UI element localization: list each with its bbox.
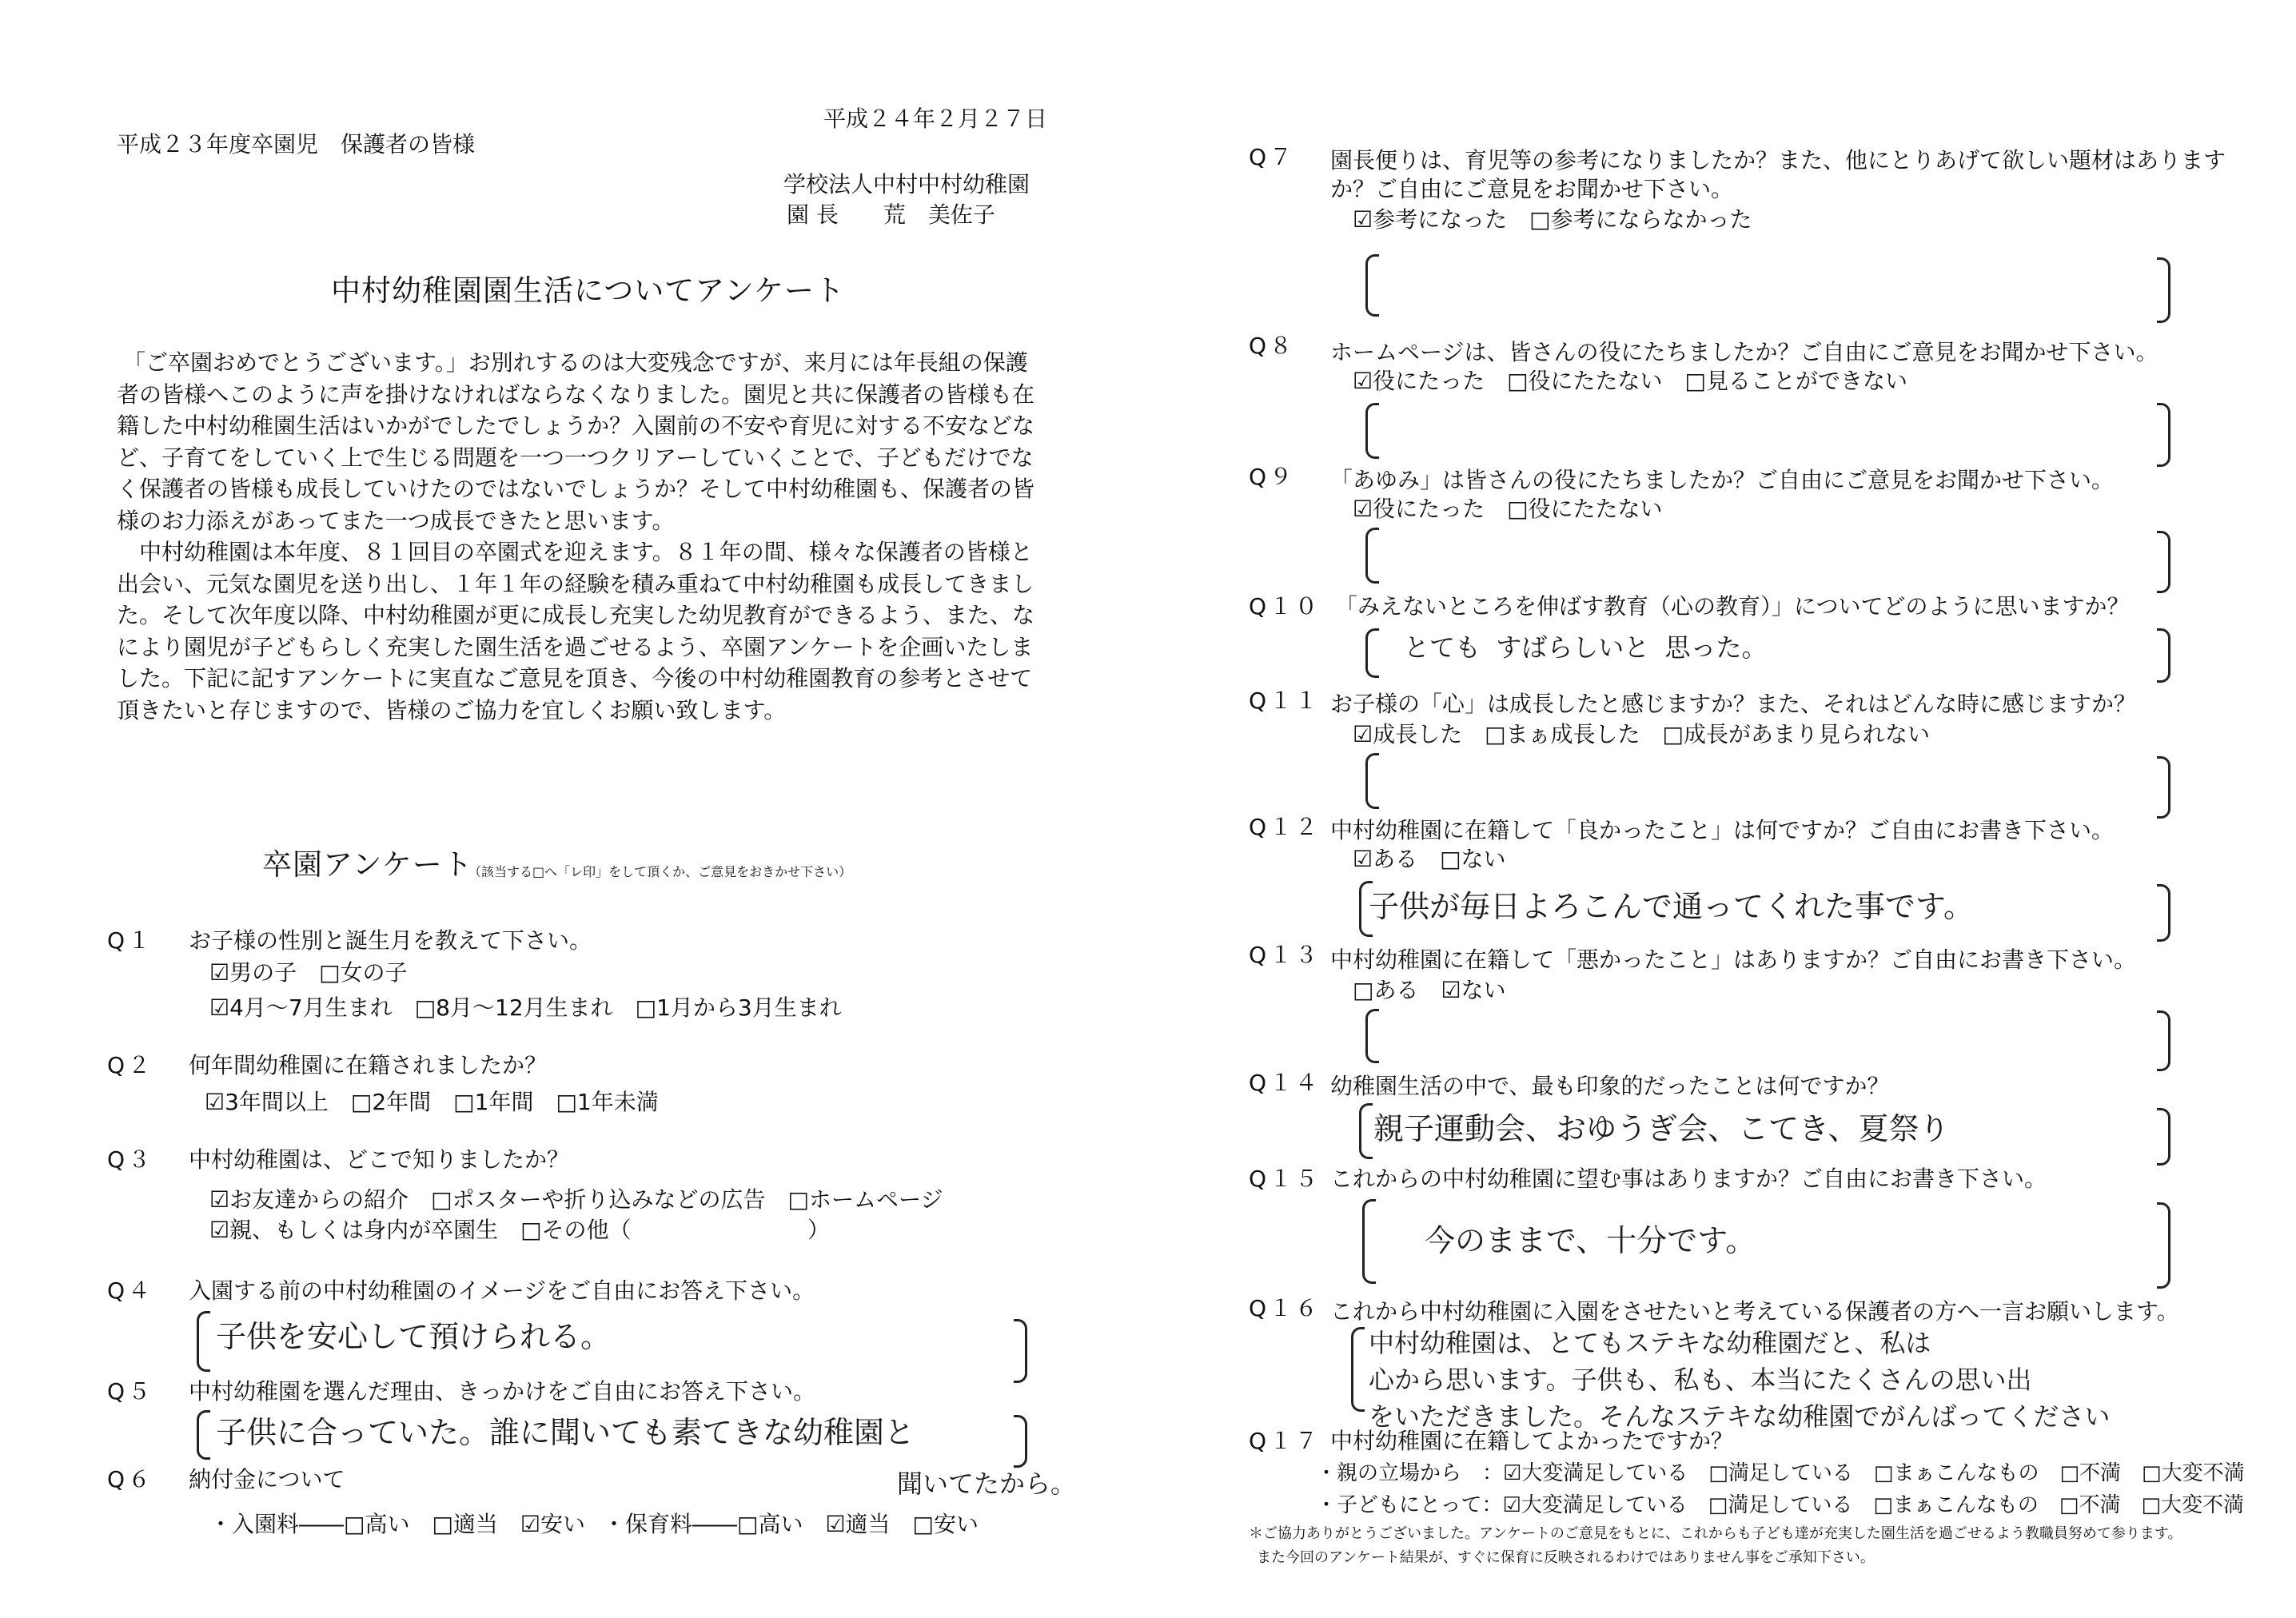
page-title: 中村幼稚園園生活についてアンケート: [331, 273, 846, 308]
document-date: 平成２４年２月２７日: [823, 106, 1048, 132]
q4-bracket-right: [1014, 1319, 1027, 1383]
principal-name: 園 長 荒 美佐子: [787, 201, 995, 228]
survey-title: 卒園アンケート: [262, 847, 473, 882]
q5-question: 中村幼稚園を選んだ理由、きっかけをご自由にお答え下さい。: [189, 1378, 816, 1405]
q5-answer-line2[interactable]: 聞いてたから。: [897, 1469, 1077, 1499]
q7-question-line2: か？ご自由にご意見をお聞かせ下さい。: [1330, 176, 1734, 202]
q3-options-2[interactable]: ☑親、もしくは身内が卒園生 □その他（: [209, 1217, 632, 1243]
q9-number: Q９: [1249, 464, 1296, 490]
q12-bracket-right: [2157, 884, 2170, 942]
q10-bracket-right: [2157, 628, 2170, 683]
q1-question: お子様の性別と誕生月を教えて下さい。: [189, 927, 592, 954]
q10-bracket-left: [1365, 628, 1379, 678]
q10-question: 「みえないところを伸ばす教育（心の教育）」についてどのように思いますか？: [1335, 593, 2130, 620]
q11-question: お子様の「心」は成長したと感じますか？また、それはどんな時に感じますか？: [1330, 691, 2137, 717]
recipient-line: 平成２３年度卒園児 保護者の皆様: [117, 131, 476, 157]
q8-question: ホームページは、皆さんの役にたちましたか？ご自由にご意見をお聞かせ下さい。: [1330, 339, 2158, 365]
footer-note-2: また今回のアンケート結果が、すぐに保育に反映されるわけではありません事をご承知下さい。: [1257, 1549, 1875, 1566]
q4-answer[interactable]: 子供を安心して預けられる。: [216, 1319, 612, 1354]
q17-question: 中村幼稚園に在籍してよかったですか？: [1330, 1428, 1734, 1454]
q8-number: Q８: [1249, 333, 1296, 359]
q5-bracket-left: [197, 1410, 210, 1460]
q4-bracket-left: [197, 1311, 210, 1372]
q2-number: Q２: [107, 1052, 154, 1078]
q3-options-1[interactable]: ☑お友達からの紹介 □ポスターや折り込みなどの広告 □ホームページ: [209, 1186, 943, 1213]
q9-options[interactable]: ☑役にたった □役にたたない: [1353, 496, 1663, 522]
q7-question-line1: 園長便りは、育児等の参考になりましたか？また、他にとりあげて欲しい題材はあります: [1330, 147, 2226, 173]
intro-paragraph-2: 中村幼稚園は本年度、８１回目の卒園式を迎えます。８１年の間、様々な保護者の皆様と出会い、元気な園児を送り出し、１年１年の経験を積み重ねて中村幼稚園も成長してきました。そして次年度以降、中村幼稚園が更に成長し充実した幼児教育ができるよう、また、なにより園児が子どもらしく充実した園生活を過ごせるよう、卒園アンケートを企画いたしました。下記に記すアンケートに実直なご意見を頂き、今後の中村幼稚園教育の参考とさせて頂きたいと存じますので、皆様のご協力を宜しくお願い致します。: [117, 539, 1035, 723]
q5-number: Q５: [107, 1378, 154, 1405]
q7-number: Q７: [1249, 144, 1296, 170]
q8-bracket-right: [2157, 403, 2170, 467]
q16-question: これから中村幼稚園に入園をさせたいと考えている保護者の方へ一言お願いします。: [1330, 1298, 2179, 1325]
q1-options-gender[interactable]: ☑男の子 □女の子: [209, 959, 408, 986]
q10-answer[interactable]: とても すばらしいと 思った。: [1404, 632, 1768, 663]
q15-bracket-left: [1362, 1199, 1376, 1284]
q13-number: Q１３: [1249, 942, 1321, 968]
q14-answer[interactable]: 親子運動会、おゆうぎ会、こてき、夏祭り: [1373, 1111, 1950, 1146]
q11-number: Q１１: [1249, 687, 1321, 714]
q9-bracket-left: [1365, 528, 1379, 584]
q14-question: 幼稚園生活の中で、最も印象的だったことは何ですか？: [1330, 1073, 1890, 1099]
q3-number: Q３: [107, 1146, 154, 1173]
q12-number: Q１２: [1249, 814, 1321, 840]
q7-bracket-right: [2157, 257, 2170, 323]
q4-question: 入園する前の中村幼稚園のイメージをご自由にお答え下さい。: [189, 1277, 815, 1304]
q5-bracket-right: [1014, 1415, 1027, 1468]
q6-number: Q６: [107, 1466, 154, 1492]
q12-options[interactable]: ☑ある □ない: [1353, 846, 1506, 872]
footer-note-1: ＊ご協力ありがとうございました。アンケートのご意見をもとに、これからも子ども達が充実した園生活を過ごせるよう教職員努めて参ります。: [1249, 1525, 2182, 1542]
q10-number: Q１０: [1249, 593, 1321, 620]
q15-answer[interactable]: 今のままで、十分です。: [1425, 1223, 1756, 1258]
intro-text: [117, 347, 1044, 726]
q17-number: Q１７: [1249, 1428, 1321, 1454]
q13-question: 中村幼稚園に在籍して「悪かったこと」はありますか？ご自由にお書き下さい。: [1330, 946, 2137, 973]
q15-bracket-right: [2157, 1202, 2170, 1289]
q14-bracket-left: [1359, 1103, 1373, 1159]
q15-question: これからの中村幼稚園に望む事はありますか？ご自由にお書き下さい。: [1330, 1166, 2047, 1192]
q9-bracket-right: [2157, 531, 2170, 593]
q1-options-birth-month[interactable]: ☑4月～7月生まれ □8月～12月生まれ □1月から3月生まれ: [209, 994, 842, 1021]
survey-instructions: （該当する□へ「レ印」をして頂くか、ご意見をおきかせ下さい）: [468, 864, 852, 879]
q11-bracket-left: [1365, 753, 1379, 809]
q16-answer-line2[interactable]: 心から思います。子供も、私も、本当にたくさんの思い出: [1369, 1365, 2032, 1395]
q17-parent-options[interactable]: ・親の立場から ：☑大変満足している □満足している □まぁこんなもの □不満 □大変不満: [1316, 1461, 2245, 1485]
q12-question: 中村幼稚園に在籍して「良かったこと」は何ですか？ご自由にお書き下さい。: [1330, 817, 2115, 843]
intro-paragraph-1: 「ご卒園おめでとうございます。」お別れするのは大変残念ですが、来月には年長組の保護者の皆様へこのように声を掛けなければならなくなりました。園児と共に保護者の皆様も在籍した中村幼稚園生活はいかがでしたでしょうか？入園前の不安や育児に対する不安などなど、子育てをしていく上で生じる問題を一つ一つクリアーしていくことで、子どもだけでなく保護者の皆様も成長していけたのではないでしょうか？そして中村幼稚園も、保護者の皆様のお力添えがあってまた一つ成長できたと思います。: [117, 349, 1035, 534]
q12-answer[interactable]: 子供が毎日よろこんで通ってくれた事です。: [1369, 889, 1974, 924]
q2-question: 何年間幼稚園に在籍されましたか？: [189, 1052, 548, 1078]
q15-number: Q１５: [1249, 1166, 1321, 1192]
q6-tuition-options[interactable]: ・保育料――□高い ☑適当 □安い: [603, 1511, 979, 1537]
q6-question: 納付金について: [189, 1466, 345, 1492]
q16-answer-line3[interactable]: をいただきました。そんなステキな幼稚園でがんばってください: [1369, 1401, 2111, 1432]
q9-question: 「あゆみ」は皆さんの役にたちましたか？ご自由にご意見をお聞かせ下さい。: [1330, 467, 2115, 493]
q11-bracket-right: [2157, 756, 2170, 819]
q13-bracket-right: [2157, 1010, 2170, 1071]
q17-child-options[interactable]: ・子どもにとって：☑大変満足している □満足している □まぁこんなもの □不満 □大変不満: [1316, 1493, 2245, 1517]
q5-answer-line1[interactable]: 子供に合っていた。誰に聞いても素てきな幼稚園と: [216, 1415, 915, 1450]
q7-options[interactable]: ☑参考になった □参考にならなかった: [1353, 206, 1752, 233]
q14-number: Q１４: [1249, 1070, 1321, 1096]
q1-number: Q１: [107, 927, 154, 954]
q2-options[interactable]: ☑3年間以上 □2年間 □1年間 □1年未満: [205, 1089, 659, 1115]
q8-bracket-left: [1365, 403, 1379, 459]
q4-number: Q４: [107, 1277, 154, 1304]
q13-options[interactable]: □ある ☑ない: [1353, 977, 1506, 1003]
q3-other-close: ）: [807, 1217, 831, 1243]
q16-bracket-left: [1351, 1327, 1365, 1412]
q13-bracket-left: [1365, 1009, 1379, 1063]
q7-bracket-left: [1365, 254, 1379, 317]
q8-options[interactable]: ☑役にたった □役にたたない □見ることができない: [1353, 368, 1908, 394]
school-name: 学校法人中村中村幼稚園: [783, 171, 1030, 197]
q11-options[interactable]: ☑成長した □まぁ成長した □成長があまり見られない: [1353, 721, 1931, 747]
q6-entrance-fee-options[interactable]: ・入園料――□高い □適当 ☑安い: [209, 1511, 586, 1537]
q16-number: Q１６: [1249, 1295, 1321, 1321]
q14-bracket-right: [2157, 1108, 2170, 1166]
q16-answer-line1[interactable]: 中村幼稚園は、とてもステキな幼稚園だと、私は: [1369, 1328, 1931, 1358]
q3-question: 中村幼稚園は、どこで知りましたか？: [189, 1146, 570, 1173]
